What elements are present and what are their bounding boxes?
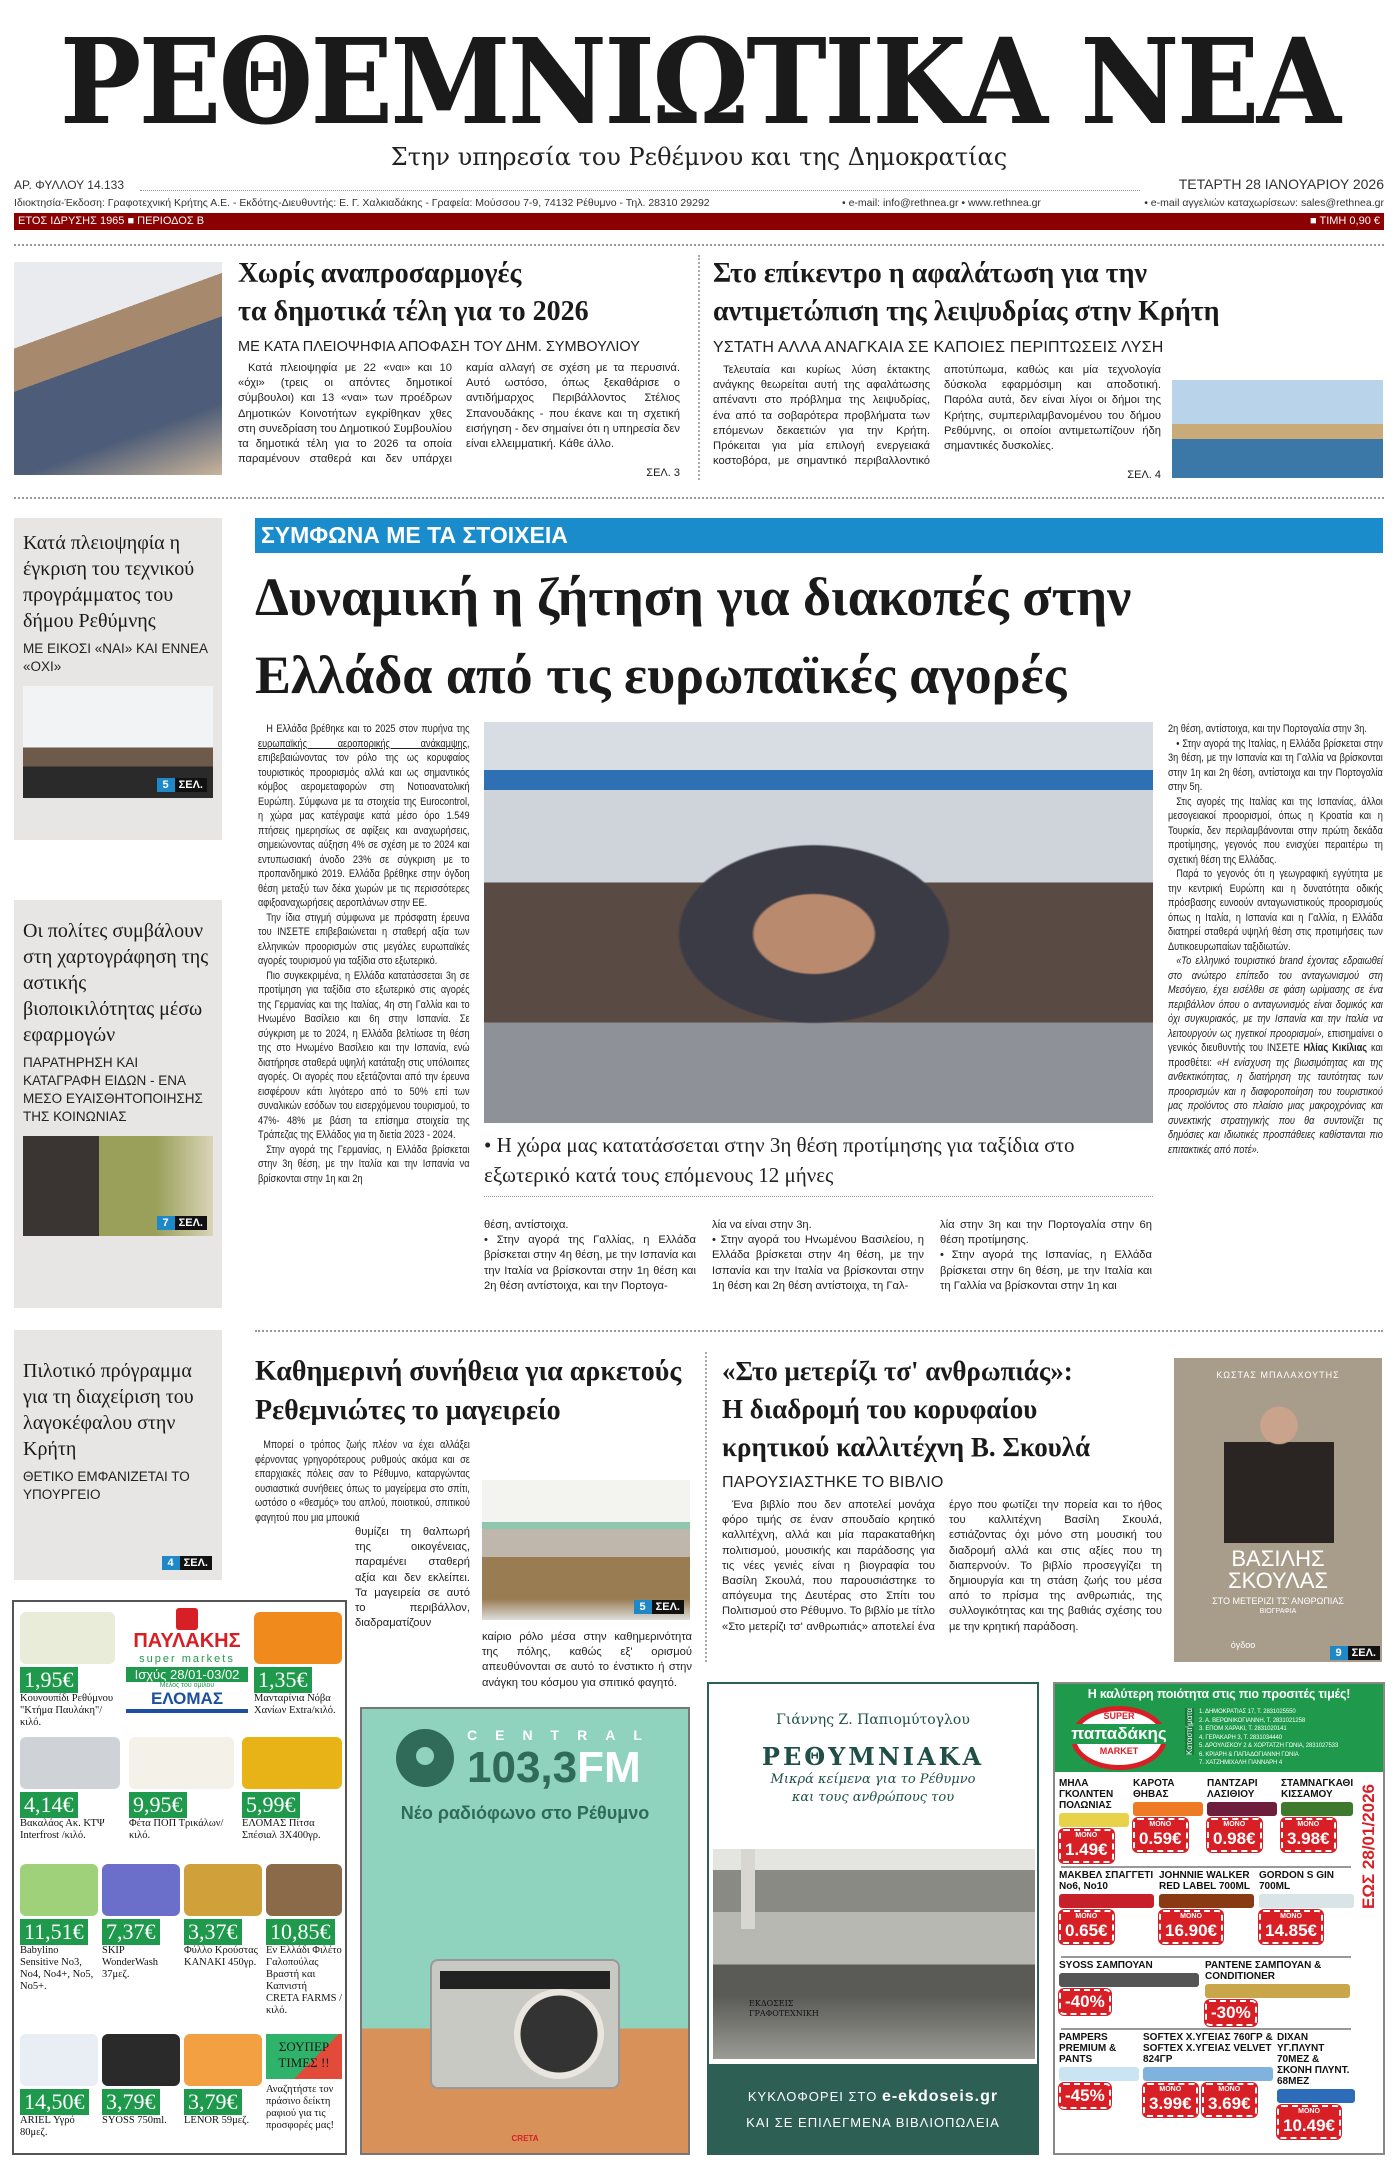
product-name: ΣΤΑΜΝΑΓΚΑΘΙ ΚΙΣΣΑΜΟΥ <box>1281 1778 1354 1800</box>
product-name: Κουνουπίδι Ρεθύμνου "Κτήμα Παυλάκη"/κιλό. <box>20 1693 114 1728</box>
founded-label: ΕΤΟΣ ΙΔΡΥΣΗΣ 1965 ■ ΠΕΡΙΟΔΟΣ Β <box>18 215 205 227</box>
restaurant-photo <box>482 1480 690 1620</box>
papadakis-offer-item[interactable] <box>1159 1870 1254 1944</box>
book-title: ΡΕΘΥΜΝΙΑΚΑ <box>761 1742 985 1771</box>
store-address: 2. Α. ΒΕΡΩΝΙΚΟΓΙΑΝΝΗ, Τ. 2831021258 <box>1199 1717 1306 1724</box>
price-tag: 1,35€ <box>254 1667 312 1693</box>
product-image <box>129 1737 234 1789</box>
story-kicker: ΥΣΤΑΤΗ ΑΛΛΑ ΑΝΑΓΚΑΙΑ ΣΕ ΚΑΠΟΙΕΣ ΠΕΡΙΠΤΩΣΕΙΣ ΛΥΣΗ <box>713 339 1164 356</box>
product-image <box>1059 2067 1139 2081</box>
lead-headline[interactable]: Δυναμική η ζήτηση για διακοπές στην Ελλάδα από τις ευρωπαϊκές αγορές <box>255 567 1132 705</box>
papadakis-offer-item[interactable] <box>1133 1778 1203 1852</box>
product-image <box>1207 1802 1277 1816</box>
product-image <box>102 1864 180 1916</box>
papadakis-offer-item[interactable] <box>1205 1960 1350 2026</box>
product-name: Φύλλο Κρούστας ΚΑΝΑΚΙ 450γρ. <box>184 1945 258 1968</box>
column-divider <box>698 255 700 480</box>
product-image <box>1277 2089 1355 2103</box>
page-ref[interactable]: ΣΕΛ. 4 <box>1127 469 1161 482</box>
pavlakis-offer-item[interactable] <box>20 2034 98 2139</box>
top-story-fees[interactable] <box>238 255 680 479</box>
papadakis-offer-item[interactable] <box>1143 2032 1273 2117</box>
product-image <box>20 1864 98 1916</box>
story-book[interactable] <box>722 1352 1162 1635</box>
super-prices-note: Αναζητήστε τον πράσινο δείκτη ραφιού για τις προσφορές μας! <box>266 2084 334 2131</box>
story-body: Τελευταία και κυρίως λύση έκτακτης ανάγκης θεωρείται αυτή της αφαλάτωσης απέναντι στο πρόβλημα της λειψυδρίας, ένα από τα σοβαρότερα προβλήματα των επόμενων δεκαετιών για την Κρήτη. Πρόκειται για μία επιλογή ενεργειακά κοστοβόρα, με σημαντικό περιβαλλοντικό αποτύπωμα, καθώς και μία τεχνολογία δύσκολα εφαρμόσιμη και αποδοτική. Παρόλα αυτά, δεν είναι λίγοι οι δήμοι της Κρήτης, συμπεριλαμβανομένου του δήμου Ρεθύμνης, οι οποίοι αντιμετωπίζουν ήδη σημαντικές δυσκολίες. <box>713 364 1161 468</box>
pavlakis-offer-item[interactable] <box>242 1737 342 1842</box>
pavlakis-offer-item[interactable] <box>266 1864 342 2017</box>
e-ekdoseis-link[interactable]: e-ekdoseis.gr <box>881 2088 999 2105</box>
store-address: 5. ΔΡΟΥΛΙΣΚΟΥ 2 & ΧΟΡΤΑΤΖΗ ΓΩΝΙΑ, 2831027533 <box>1199 1743 1339 1749</box>
radio-frequency: 103,3FM <box>467 1743 641 1792</box>
product-image <box>1059 1813 1129 1827</box>
product-image <box>1143 2067 1273 2081</box>
story-body-cont: θυμίζει τη θαλπωρή της οικογένειας, παραμένει σταθερή αξία και δεν εκλείπει. Τα μαγειρεία σε αυτό το περιβάλλον, διαδραματίζουν <box>355 1526 470 1630</box>
product-image <box>1159 1894 1254 1908</box>
price-tag: -45% <box>1059 2083 1111 2109</box>
pavlakis-logo: ΠΑΥΛΑΚΗΣ super markets Ισχύς 28/01-03/02 Μέλος του ομίλου ΕΛΟΜΑΣ <box>126 1608 248 1713</box>
stores-label: Καταστήματα <box>1185 1708 1194 1755</box>
price-tag: 10,85€ <box>266 1919 335 1945</box>
papadakis-offer-item[interactable] <box>1207 1778 1277 1852</box>
ad-slogan: Η καλύτερη ποιότητα στις πιο προσιτές τιμές! <box>1087 1687 1351 1701</box>
story-body-end: καίριο ρόλο μέσα στην καθημερινότητα της πόλης, καθώς εξ' ορισμού απευθύνονται σε αυτό το ένστικτο ή στην ανάγκη του κόσμου για σπιτικό φαγητό. <box>482 1631 692 1689</box>
store-address: 6. ΚΡΙΑΡΗ & ΠΑΠΑΔΟΓΙΑΝΝΗ ΓΩΝΙΑ <box>1199 1751 1299 1758</box>
sidebar-story-lagocephalus[interactable] <box>14 1330 222 1580</box>
product-name: Μανταρίνια Νόβα Χανίων Extra/κιλό. <box>254 1693 336 1716</box>
council-meeting-photo <box>23 686 213 798</box>
papadakis-offer-item[interactable] <box>1059 1960 1199 2015</box>
product-name: JOHNNIE WALKER RED LABEL 700ML <box>1159 1870 1250 1892</box>
price-tag: ΜΟΝΟ 0.98€ <box>1207 1818 1262 1852</box>
product-name: SOFTEX Χ.ΥΓΕΙΑΣ 760ΓΡ & SOFTEX Χ.ΥΓΕΙΑΣ VELVET 824ΓΡ <box>1143 2032 1273 2065</box>
sponsor-logo: CRETA <box>511 2134 539 2143</box>
product-image <box>1133 1802 1203 1816</box>
product-image <box>1205 1984 1350 1998</box>
pavlakis-offer-item[interactable] <box>129 1737 234 1842</box>
sidebar-story-biodiversity[interactable] <box>14 900 222 1308</box>
pavlakis-offer-item[interactable] <box>254 1612 342 1717</box>
store-address: 7. ΧΑΤΖΗΜΙΧΑΛΗ ΓΙΑΝΝΑΡΗ 4 <box>1199 1760 1283 1766</box>
pavlakis-offer-item[interactable] <box>184 1864 262 1969</box>
product-name: ΕΛΟΜΑΣ Πίτσα Σπέσιαλ 3Χ400γρ. <box>242 1818 321 1841</box>
pavlakis-offer-item[interactable] <box>20 1864 98 1993</box>
ads-email[interactable]: • e-mail αγγελιών καταχωρίσεων: sales@rethnea.gr <box>1144 197 1384 209</box>
product-name: Φέτα ΠΟΠ Τρικάλων/κιλό. <box>129 1818 224 1841</box>
product-name: ARIEL Υγρό 80μεζ. <box>20 2115 75 2138</box>
product-image <box>1059 1894 1154 1908</box>
phone-app-photo <box>23 1136 213 1236</box>
ad-rethymniaka-book[interactable]: Γιάννης Ζ. Παπιομύτογλου ΡΕΘΥΜΝΙΑΚΑ Μικρά κείμενα για το Ρέθυμνο και τους ανθρώπους του ΕΚΔΟΣΕΙΣ ΓΡΑΦΟΤΕΧΝΙΚΗ ΚΥΚΛΟΦΟΡΕΙ ΣΤΟ e-ekdoseis.gr ΚΑΙ ΣΕ ΕΠΙΛΕΓΜΕΝΑ ΒΙΒΛΙΟΠΩΛΕΙΑ <box>707 1682 1039 2155</box>
product-name: Βακαλάος Ακ. ΚΤΨ Interfrost /κιλό. <box>20 1818 105 1841</box>
product-image <box>184 1864 262 1916</box>
price-tag: 5,99€ <box>242 1792 300 1818</box>
divider <box>255 1330 1383 1332</box>
pavlakis-offer-item[interactable] <box>20 1612 115 1729</box>
price-tag: ΜΟΝΟ 3.98€ <box>1281 1818 1336 1852</box>
price-tag: 3,79€ <box>102 2089 160 2115</box>
section-divider <box>1061 1956 1351 1958</box>
papadakis-offer-item[interactable] <box>1059 1870 1154 1944</box>
product-name: LENOR 59μεζ. <box>184 2115 250 2126</box>
only-label: ΜΟΝΟ <box>1159 2086 1182 2093</box>
price-tag: ΜΟΝΟ 3.99€ <box>1143 2083 1198 2117</box>
book-author: Γιάννης Ζ. Παπιομύτογλου <box>776 1712 970 1728</box>
radio-brand: CENTRAL <box>467 1727 660 1743</box>
story-body: Ένα βιβλίο που δεν αποτελεί μονάχα φόρο τιμής σε έναν σπουδαίο κρητικό καλλιτέχνη, αλλά και μία παρακαταθήκη πολιτισμού, μουσικής και παράδοσης για τις νέες γενιές είναι η βιογραφία του Βασίλη Σκουλά, που παρουσιάστηκε το απόγευμα της Δευτέρας στο Σπίτι του Πολιτισμού στο Ρέθυμνο. Το βιβλίο με τίτλο «Στο μετερίζι τσ' ανθρωπιάς» αποτελεί ένα έργο που φωτίζει την πορεία και το ήθος του καλλιτέχνη Βασίλη Σκουλά, εστιάζοντας όχι μόνο στη μουσική του διαδρομή αλλά και στις αξίες που τη διαπερνούν. Το βιβλίο προσεγγίζει τη δημιουργία και τη στάση ζωής του μέσα από το πρίσμα της ανθρωπιάς, της συλλογικότητας και της βαθιάς σχέσης του με την κρητική παράδοση. <box>722 1499 1162 1633</box>
papadakis-offer-item[interactable] <box>1281 1778 1353 1852</box>
product-name: PANTENE ΣΑΜΠΟΥΑΝ & CONDITIONER <box>1205 1960 1322 1982</box>
product-image <box>242 1737 342 1789</box>
page-ref[interactable]: ΣΕΛ. 3 <box>646 467 680 480</box>
only-label: ΜΟΝΟ <box>1218 2086 1241 2093</box>
info-bar <box>14 213 1384 230</box>
price-tag: ΜΟΝΟ 14.85€ <box>1259 1910 1323 1944</box>
product-image <box>184 2034 262 2086</box>
page-badge[interactable]: 4 ΣΕΛ. <box>162 1556 212 1570</box>
divider <box>484 1196 1153 1197</box>
sidebar-kicker: ΘΕΤΙΚΟ ΕΜΦΑΝΙΖΕΤΑΙ ΤΟ ΥΠΟΥΡΓΕΙΟ <box>23 1469 190 1502</box>
product-image <box>1259 1894 1354 1908</box>
story-headline[interactable]: Στο επίκεντρο η αφαλάτωση για την αντιμετώπιση της λειψυδρίας στην Κρήτη <box>713 258 1220 327</box>
valid-until: ΕΩΣ 28/01/2026 <box>1359 1784 1378 1909</box>
price-tag: 3,37€ <box>184 1919 242 1945</box>
price-tag: ΜΟΝΟ 3.69€ <box>1202 2083 1257 2117</box>
product-name: ΜΗΛΑ ΓΚΟΛΝΤΕΝ ΠΟΛΩΝΙΑΣ <box>1059 1778 1114 1811</box>
pavlakis-offer-item[interactable] <box>184 2034 262 2127</box>
book-cover-skoulas: ΚΩΣΤΑΣ ΜΠΑΛΑΧΟΥΤΗΣ ΒΑΣΙΛΗΣ ΣΚΟΥΛΑΣ ΣΤΟ ΜΕΤΕΡΙΖΙ ΤΣ' ΑΝΘΡΩΠΙΑΣ ΒΙΟΓΡΑΦΙΑ όγδοο 9 ΣΕΛ. <box>1174 1358 1382 1662</box>
product-image <box>20 1737 120 1789</box>
product-name: Εν Ελλάδι Φιλέτο Γαλοπούλας Βραστή και Καπνιστή CRETA FARMS /κιλό. <box>266 1945 342 2016</box>
price-tag: ΜΟΝΟ 0.65€ <box>1059 1910 1114 1944</box>
papadakis-offer-item[interactable] <box>1059 2032 1139 2109</box>
sidebar-headline[interactable]: Οι πολίτες συμβάλουν στη χαρτογράφηση της αστικής βιοποικιλότητας μέσω εφαρμογών <box>23 920 209 1046</box>
only-label: ΜΟΝΟ <box>1298 2108 1320 2115</box>
lead-banner: ΣΥΜΦΩΝΑ ΜΕ ΤΑ ΣΤΟΙΧΕΙΑ <box>255 518 1383 553</box>
pavlakis-offer-item[interactable] <box>102 1864 180 1981</box>
inline-link[interactable]: ευρωπαϊκής αεροπορικής ανάκαμψης <box>258 737 468 750</box>
sidebar-kicker: ΠΑΡΑΤΗΡΗΣΗ ΚΑΙ ΚΑΤΑΓΡΑΦΗ ΕΙΔΩΝ - ΕΝΑ ΜΕΣΟ ΕΥΑΙΣΘΗΤΟΠΟΙΗΣΗΣ ΤΗΣ ΚΟΙΝΩΝΙΑΣ <box>23 1055 203 1124</box>
divider <box>140 190 1140 191</box>
lead-body-col3: λία να είναι στην 3η. • Στην αγορά του Ηνωμένου Βασιλείου, η Ελλάδα βρίσκεται στην 4η θέση, με την Ισπανία και την Ιταλία να βρίσκονται στην 1η θέση και 2η θέση αντίστοιχα, τη Γαλ- <box>712 1219 924 1292</box>
product-image <box>20 2034 98 2086</box>
radio-cassette-image <box>430 1959 620 2089</box>
page-badge[interactable]: 9 ΣΕΛ. <box>1330 1646 1380 1660</box>
only-label: ΜΟΝΟ <box>1280 1913 1302 1920</box>
store-address: 1. ΔΗΜΟΚΡΑΤΙΑΣ 17, Τ. 2831025550 <box>1199 1709 1296 1715</box>
issue-number: ΑΡ. ΦΥΛΛΟΥ 14.133 <box>14 178 124 192</box>
divider <box>14 244 1384 246</box>
product-name: ΚΑΡΟΤΑ ΘΗΒΑΣ <box>1133 1778 1175 1800</box>
page-badge[interactable]: 5 ΣΕΛ. <box>157 778 207 792</box>
ad-central-radio[interactable] <box>360 1707 690 2155</box>
photo-caption: • Η χώρα μας κατατάσσεται στην 3η θέση προτίμησης για ταξίδια στο εξωτερικό κατά τους επόμενους 12 μήνες <box>484 1133 1075 1187</box>
contact-email[interactable]: • e-mail: info@rethnea.gr • www.rethnea.gr <box>842 197 1041 209</box>
price-tag: -40% <box>1059 1989 1111 2015</box>
page-badge[interactable]: 5 ΣΕΛ. <box>634 1600 684 1614</box>
product-name: Babylino Sensitive No3, No4, No4+, No5, No5+. <box>20 1945 94 1992</box>
papadakis-offer-item[interactable] <box>1259 1870 1354 1944</box>
sidebar-story-technical-program[interactable] <box>14 518 222 840</box>
newspaper-subtitle: Στην υπηρεσία του Ρεθέμνου και της Δημοκρατίας <box>390 143 1008 171</box>
price-tag: 9,95€ <box>129 1792 187 1818</box>
column-divider <box>705 1352 707 1662</box>
only-label: ΜΟΝΟ <box>1223 1821 1246 1828</box>
papadakis-offer-item[interactable] <box>1059 1778 1129 1863</box>
only-label: ΜΟΝΟ <box>1180 1913 1202 1920</box>
story-headline[interactable]: Χωρίς αναπροσαρμογές τα δημοτικά τέλη για το 2026 <box>238 258 589 327</box>
harbour-photo: ΕΚΔΟΣΕΙΣ ΓΡΑΦΟΤΕΧΝΙΚΗ <box>713 1849 1035 2059</box>
papadakis-logo: SUPER παπαδάκης MARKET <box>1071 1706 1167 1770</box>
product-name: GORDON S GIN 700ML <box>1259 1870 1335 1892</box>
only-label: ΜΟΝΟ <box>1075 1913 1098 1920</box>
price-tag: 11,51€ <box>20 1919 88 1945</box>
store-address: 4. ΓΕΡΑΚΑΡΗ 3, Τ. 2831034440 <box>1199 1734 1283 1741</box>
price-tag: ΜΟΝΟ 10.49€ <box>1277 2105 1341 2139</box>
sidebar-kicker: ΜΕ ΕΙΚΟΣΙ «ΝΑΙ» ΚΑΙ ΕΝΝΕΑ «ΟΧΙ» <box>23 641 208 674</box>
page-badge[interactable]: 7 ΣΕΛ. <box>157 1216 207 1230</box>
price-tag: 3,79€ <box>184 2089 242 2115</box>
sidebar-headline[interactable]: Κατά πλειοψηφία η έγκριση του τεχνικού προγράμματος του δήμου Ρεθύμνης <box>23 532 195 632</box>
product-image <box>1059 1973 1199 1987</box>
price-tag: 4,14€ <box>20 1792 78 1818</box>
product-name: DIXAN ΥΓ.ΠΛΥΝΤ 70ΜΕΖ & ΣΚΟΝΗ ΠΛΥΝΤ. 68ΜΕΖ <box>1277 2032 1350 2087</box>
lead-body-col4: λία στην 3η και την Πορτογαλία στην 6η θέση προτίμησης. • Στην αγορά της Ισπανίας, η Ελλάδα βρίσκεται στην 6η θέση, με την Ιταλία και τη Γαλλία να βρίσκονται στην 1η και <box>940 1219 1152 1292</box>
pavlakis-offer-item[interactable] <box>102 2034 180 2127</box>
price-tag: 14,50€ <box>20 2089 89 2115</box>
price-tag: ΜΟΝΟ 1.49€ <box>1059 1829 1114 1863</box>
papadakis-offer-item[interactable] <box>1277 2032 1355 2139</box>
story-body: Κατά πλειοψηφία με 22 «ναι» και 10 «όχι» (τρεις οι απόντες δημοτικοί σύμβουλοι) και 13 «ναι» των προέδρων Δημοτικών Κοινοτήτων εγκρίθηκαν χθες στη συνεδρίαση του Δημοτικού Συμβουλίου τα δημοτικά τέλη για το 2026 τα οποία παραμένουν σταθερά και δεν υπάρχει καμία αλλαγή σε σχέση με τα περυσινά. Αυτό ωστόσο, όπως ξεκαθάρισε ο αντιδήμαρχος Περιβάλλοντος Στέλιος Σπανουδάκης - που έκανε και τη σχετική εισήγηση - δεν σημαίνει ότι η υπηρεσία δεν είναι ελλειμματική. Κάθε άλλο. <box>238 362 680 466</box>
price-tag: 1,95€ <box>20 1667 78 1693</box>
product-name: ΠΑΝΤΖΑΡΙ ΛΑΣΙΘΙΟΥ <box>1207 1778 1258 1800</box>
story-headline[interactable]: «Στο μετερίζι τσ' ανθρωπιάς»: Η διαδρομή του κορυφαίου κρητικού καλλιτέχνη Β. Σκουλά <box>722 1356 1091 1462</box>
sidebar-headline[interactable]: Πιλοτικό πρόγραμμα για τη διαχείριση του λαγοκέφαλου στην Κρήτη <box>23 1360 194 1460</box>
only-label: ΜΟΝΟ <box>1297 1821 1320 1828</box>
product-image <box>1281 1802 1353 1816</box>
product-name: ΜΑΚΒΕΛ ΣΠΑΓΓΕΤΙ No6, No10 <box>1059 1870 1154 1892</box>
radio-tagline: Νέο ραδιόφωνο στο Ρέθυμνο <box>400 1803 650 1823</box>
issue-date: ΤΕΤΑΡΤΗ 28 ΙΑΝΟΥΑΡΙΟΥ 2026 <box>1178 176 1384 192</box>
product-image <box>102 2034 180 2086</box>
newspaper-title: ΡΕΘΕΜΝΙΩΤΙΚΑ ΝΕΑ <box>59 12 1339 151</box>
section-divider <box>1061 2028 1351 2030</box>
product-image <box>20 1612 115 1664</box>
ad-pavlakis-supermarket[interactable] <box>12 1600 347 2155</box>
only-label: ΜΟΝΟ <box>1075 1832 1098 1839</box>
product-image <box>254 1612 342 1664</box>
price-tag: ΜΟΝΟ 0.59€ <box>1133 1818 1188 1852</box>
story-body: Μπορεί ο τρόπος ζωής πλέον να έχει αλλάξει φέρνοντας γρηγορότερους ρυθμούς ακόμα και σε επαρχιακές πόλεις σαν το Ρέθυμνο, καταργώντας ουσιαστικά συνήθειες όπως το μαγείρεμα στο σπίτι, ωστόσο ο «θεσμός» του απλού, ποιοτικού, σπιτικού φαγητού που μια μπουκιά <box>255 1439 470 1524</box>
publisher-info: Ιδιοκτησία-Έκδοση: Γραφοτεχνική Κρήτης Α.Ε. - Εκδότης-Διευθυντής: Ε. Γ. Χαλκιαδάκης - Γραφεία: Μούσσου 7-9, 74132 Ρέθυμνο - Τηλ. 28310 29292 <box>14 197 710 209</box>
lead-body-col5: 2η θέση, αντίστοιχα, και την Πορτογαλία στην 3η. • Στην αγορά της Ιταλίας, η Ελλάδα βρίσκεται στην 3η θέση, με την Ισπανία και τη Γαλλία να βρίσκονται στην 1η και 2η θέση, αντίστοιχα και την Πορτογαλία στην 5η. Στις αγορές της Ιταλίας και της Ισπανίας, άλλοι μεσογειακοί προορισμοί, όπως η Κροατία και η Τουρκία, δεν περιλαμβάνονται στην πρώτη δεκάδα προτίμησης, γεγονός που ενισχύει περαιτέρω τη σχετική θέση της Ελλάδας. Παρά το γεγονός ότι η γεωγραφική εγγύτητα με την κεντρική Ευρώπη και η δυνατότητα οδικής πρόσβασης ευνοούν ανταγωνιστικούς προορισμούς όπως η Ιταλία, η Ισπανία και η Γαλλία, η Ελλάδα διατηρεί σταθερά υψηλή θέση στις προτιμήσεις των Δυτικοευρωπαίων ταξιδιωτών. «Το ελληνικό τουριστικό brand έχοντας εδραιωθεί στο ανώτερο επίπεδο του ανταγωνισμού στη Μεσόγειο, έχει εισέλθει σε φάση ωρίμασης σε ένα περιβάλλον όπου ο ανταγωνισμός είναι δομικός και όχι συγκυριακός, με την Ισπανία και την Ιταλία να λειτουργούν ως ηγετικοί προορισμοί», επισημαίνει ο γενικός διευθυντής του ΙΝΣΕΤΕ Ηλίας Κικίλιας και προσθέτει: «Η ενίσχυση της βιωσιμότητας και της ανθεκτικότητας, η διατήρηση της ταυτότητας των προορισμών και η διαφοροποίηση του τουριστικού μας προϊόντος στο πλαίσιο μιας μακροχρόνιας και συνεκτικής στρατηγικής που θα συντονίζει τις δημόσιες και ιδιωτικές προσπάθειες καθίστανται πιο επιτακτικές από ποτέ». <box>1168 723 1383 1156</box>
product-name: SKIP WonderWash 37μεζ. <box>102 1945 159 1980</box>
lead-body-col2: θέση, αντίστοιχα. • Στην αγορά της Γαλλίας, η Ελλάδα βρίσκεται στην 4η θέση, με την Ισπανία και την Ιταλία να βρίσκονται στην 1η θέση και 2η θέση αντίστοιχα, και την Πορτογα- <box>484 1219 696 1292</box>
super-prices-badge: ΣΟΥΠΕΡ ΤΙΜΕΣ !! <box>266 2034 342 2079</box>
only-label: ΜΟΝΟ <box>1149 1821 1172 1828</box>
story-kicker: ΠΑΡΟΥΣΙΑΣΤΗΚΕ ΤΟ ΒΙΒΛΙΟ <box>722 1474 944 1491</box>
ad-papadakis-supermarket[interactable] <box>1053 1682 1385 2155</box>
radio-logo-icon <box>396 1729 454 1787</box>
divider <box>14 497 1384 499</box>
pavlakis-offer-item[interactable] <box>20 1737 120 1842</box>
airport-photo <box>484 722 1153 1123</box>
desalination-photo <box>1172 380 1383 478</box>
price-label: ■ ΤΙΜΗ 0,90 € <box>1309 215 1380 227</box>
story-headline[interactable]: Καθημερινή συνήθεια για αρκετούς Ρεθεμνιώτες το μαγειρείο <box>255 1356 682 1426</box>
lead-body-col1: Η Ελλάδα βρέθηκε και το 2025 στον πυρήνα της ευρωπαϊκής αεροπορικής ανάκαμψης, επιβεβαιώνοντας τον ρόλο της ως κορυφαίος τουριστικός προορισμός αλλά και ως σημαντικός κόμβος αερομεταφορών στη Νοτιοανατολική Ευρώπη. Σύμφωνα με τα στοιχεία της Eurocontrol, η χώρα μας κατέγραψε κατά μέσο όρο 1.549 πτήσεις ημερησίως σε αφίξεις και αναχωρήσεις, σημειώνοντας αύξηση 4% σε σχέση με το 2024 και εντυπωσιακή άνοδο 23% σε σύγκριση με το προπανδημικό 2019. Ελλάδα βρέθηκε στην όγδοη θέση μεταξύ των δέκα χωρών με τις περισσότερες αφιξοαναχωρήσεις αεροπλάνων στην ΕΕ. Την ίδια στιγμή σύμφωνα με πρόσφατη έρευνα του ΙΝΣΕΤΕ επιβεβαιώνεται η σταθερή αξία των ελληνικών προορισμών στις μεγάλες ευρωπαϊκές αγορές τουρισμού για ταξίδια στο εξωτερικό. Πιο συγκεκριμένα, η Ελλάδα κατατάσσεται 3η σε προτίμηση για ταξίδια στο εξωτερικό στις αγορές της Γερμανίας και της Ιταλίας, 4η στη Γαλλία και το Ηνωμένο Βασίλειο και 6η στην Ισπανία. Σε σύγκριση με το 2024, η Ελλάδα βελτίωσε τη θέση της στο Ηνωμένο Βασίλειο και την Ισπανία, ενώ διατήρησε σταθερά υψηλή κατάταξη στις υπόλοιπες αγορές. Οι αγορές που εξετάζονται από την έρευνα εισφέρουν κάτι λιγότερο από το 50% επί των συναλικών εσόδων του εισερχόμενου τουρισμού, το 47%- 48% με βάση τα επίσημα στοιχεία της Τράπεζας της Ελλάδος για τη διετία 2023 - 2024. Στην αγορά της Γερμανίας, η Ελλάδα βρίσκεται στην 3η θέση, με την Ιταλία και την Ισπανία να βρίσκονται στην 1η και 2η <box>258 723 470 1185</box>
product-image <box>266 1864 342 1916</box>
price-tag: 7,37€ <box>102 1919 160 1945</box>
price-tag: -30% <box>1205 2000 1257 2026</box>
price-tag: ΜΟΝΟ 16.90€ <box>1159 1910 1223 1944</box>
product-name: PAMPERS PREMIUM & PANTS <box>1059 2032 1117 2065</box>
section-divider <box>1061 1866 1351 1868</box>
product-name: SYOSS ΣΑΜΠΟΥΑΝ <box>1059 1960 1153 1971</box>
story-kicker: ΜΕ ΚΑΤΑ ΠΛΕΙΟΨΗΦΙΑ ΑΠΟΦΑΣΗ ΤΟΥ ΔΗΜ. ΣΥΜΒΟΥΛΙΟΥ <box>238 339 640 355</box>
store-address: 3. ΕΠΟΜ ΧΑΡΑΚΙ, Τ. 2831020141 <box>1199 1726 1287 1732</box>
quoted-person: Ηλίας Κικίλιας <box>1303 1042 1368 1054</box>
product-name: SYOSS 750ml. <box>102 2115 167 2126</box>
council-photo <box>14 262 222 475</box>
